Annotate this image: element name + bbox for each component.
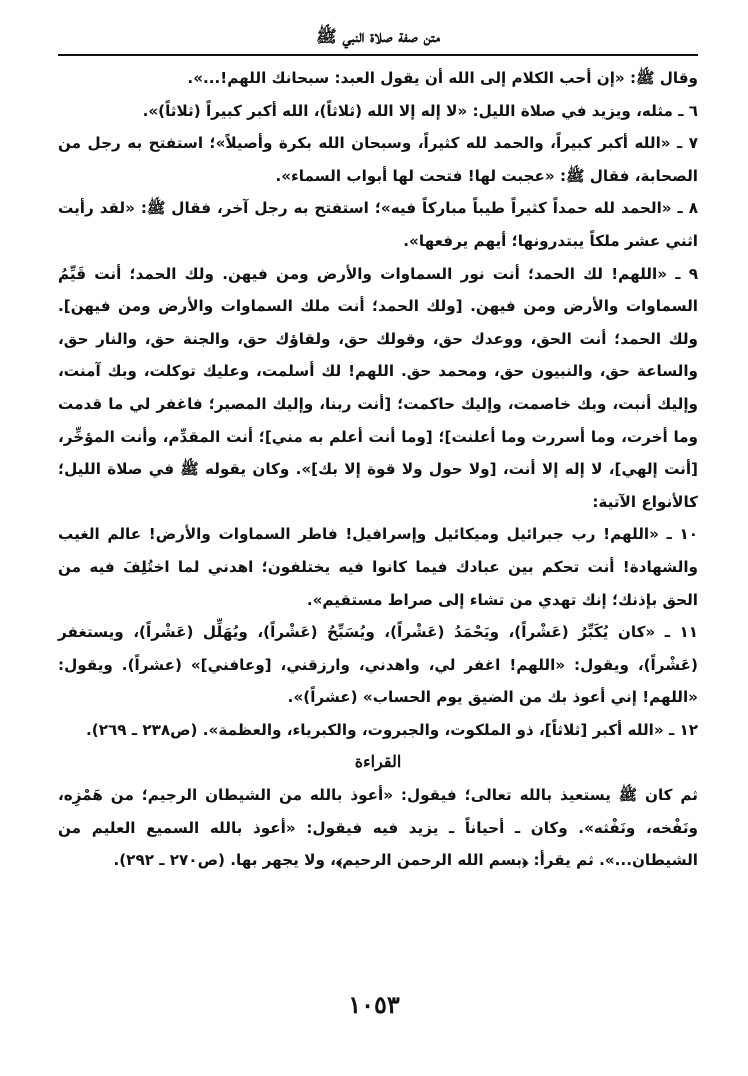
paragraph-item-10: ١٠ ـ «اللهم! رب جبرائيل وميكائيل وإسرافيل! فاطر السماوات والأرض! عالم الغيب والشهادة! أنت تحكم بين عبادك فيما كانوا فيه يختلفون؛ اهدني لما اختُلِفَ فيه من الحق بإذنك؛ إنك تهدي من تشاء إلى صراط مستقيم». <box>58 525 698 609</box>
page-body <box>58 62 698 877</box>
paragraph-item-7: ٧ ـ «الله أكبر كبيراً، والحمد لله كثيراً، وسبحان الله بكرة وأصيلاً»؛ استفتح به رجل من الصحابة، فقال ﷺ: «عجبت لها! فتحت لها أبواب السماء». <box>58 134 698 185</box>
paragraph-recitation: ثم كان ﷺ يستعيذ بالله تعالى؛ فيقول: «أعوذ بالله من الشيطان الرجيم؛ من هَمْزِه، ونَفْخه، ونَفْثه». وكان ـ أحياناً ـ يزيد فيه فيقول: «أعوذ بالله السميع العليم من الشيطان...». ثم يقرأ: ﴿بسم الله الرحمن الرحيم﴾، ولا يجهر بها. (ص٢٧٠ ـ ٢٩٢). <box>58 786 698 870</box>
paragraph-item-9: ٩ ـ «اللهم! لك الحمد؛ أنت نور السماوات والأرض ومن فيهن. ولك الحمد؛ أنت قَيِّمُ السماوات والأرض ومن فيهن. [ولك الحمد؛ أنت ملك السماوات والأرض ومن فيهن]. ولك الحمد؛ أنت الحق، ووعدك حق، وقولك حق، ولقاؤك حق، والجنة حق، والنار حق، والساعة حق، والنبيون حق، ومحمد حق. اللهم! لك أسلمت، وعليك توكلت، وبك آمنت، وإليك أنبت، وبك خاصمت، وإليك حاكمت؛ [أنت ربنا، وإليك المصير؛ فاغفر لي ما قدمت وما أخرت، وما أسررت وما أعلنت]؛ [وما أنت أعلم به مني]؛ أنت المقدِّم، وأنت المؤخِّر، [أنت إلهي]، لا إله إلا أنت، [ولا حول ولا قوة إلا بك]». وكان يقوله ﷺ في صلاة الليل؛ كالأنواع الآتية: <box>58 264 698 511</box>
section-title-recitation: القراءة <box>354 752 402 772</box>
running-header: متن صفة صلاة النبي ﷺ <box>316 27 440 47</box>
header-divider <box>58 54 698 56</box>
paragraph-item-8: ٨ ـ «الحمد لله حمداً كثيراً طيباً مباركاً فيه»؛ استفتح به رجل آخر، فقال ﷺ: «لقد رأيت اثني عشر ملكاً يبتدرونها؛ أيهم يرفعها». <box>58 199 698 250</box>
paragraph-item-12: ١٢ ـ «الله أكبر [ثلاثاً]، ذو الملكوت، والجبروت، والكبرياء، والعظمة». (ص٢٣٨ ـ ٢٦٩). <box>86 720 698 739</box>
paragraph-item-6: ٦ ـ مثله، ويزيد في صلاة الليل: «لا إله إلا الله (ثلاثاً)، الله أكبر كبيراً (ثلاثاً)». <box>142 101 698 120</box>
paragraph-item-11: ١١ ـ «كان يُكَبِّرُ (عَشْراً)، ويَحْمَدُ (عَشْراً)، ويُسَبِّحُ (عَشْراً)، ويُهَلِّل (عَشْراً)، ويستغفر (عَشْراً)، ويقول: «اللهم! اغفر لي، واهدني، وارزقني، [وعافني]» (عشراً). ويقول: «اللهم! إني أعوذ بك من الضيق يوم الحساب» (عشراً)». <box>58 623 698 707</box>
paragraph-hadith-intro: وقال ﷺ: «إن أحب الكلام إلى الله أن يقول العبد: سبحانك اللهم!...». <box>187 69 698 87</box>
page-number: ١٠٥٣ <box>348 990 400 1019</box>
